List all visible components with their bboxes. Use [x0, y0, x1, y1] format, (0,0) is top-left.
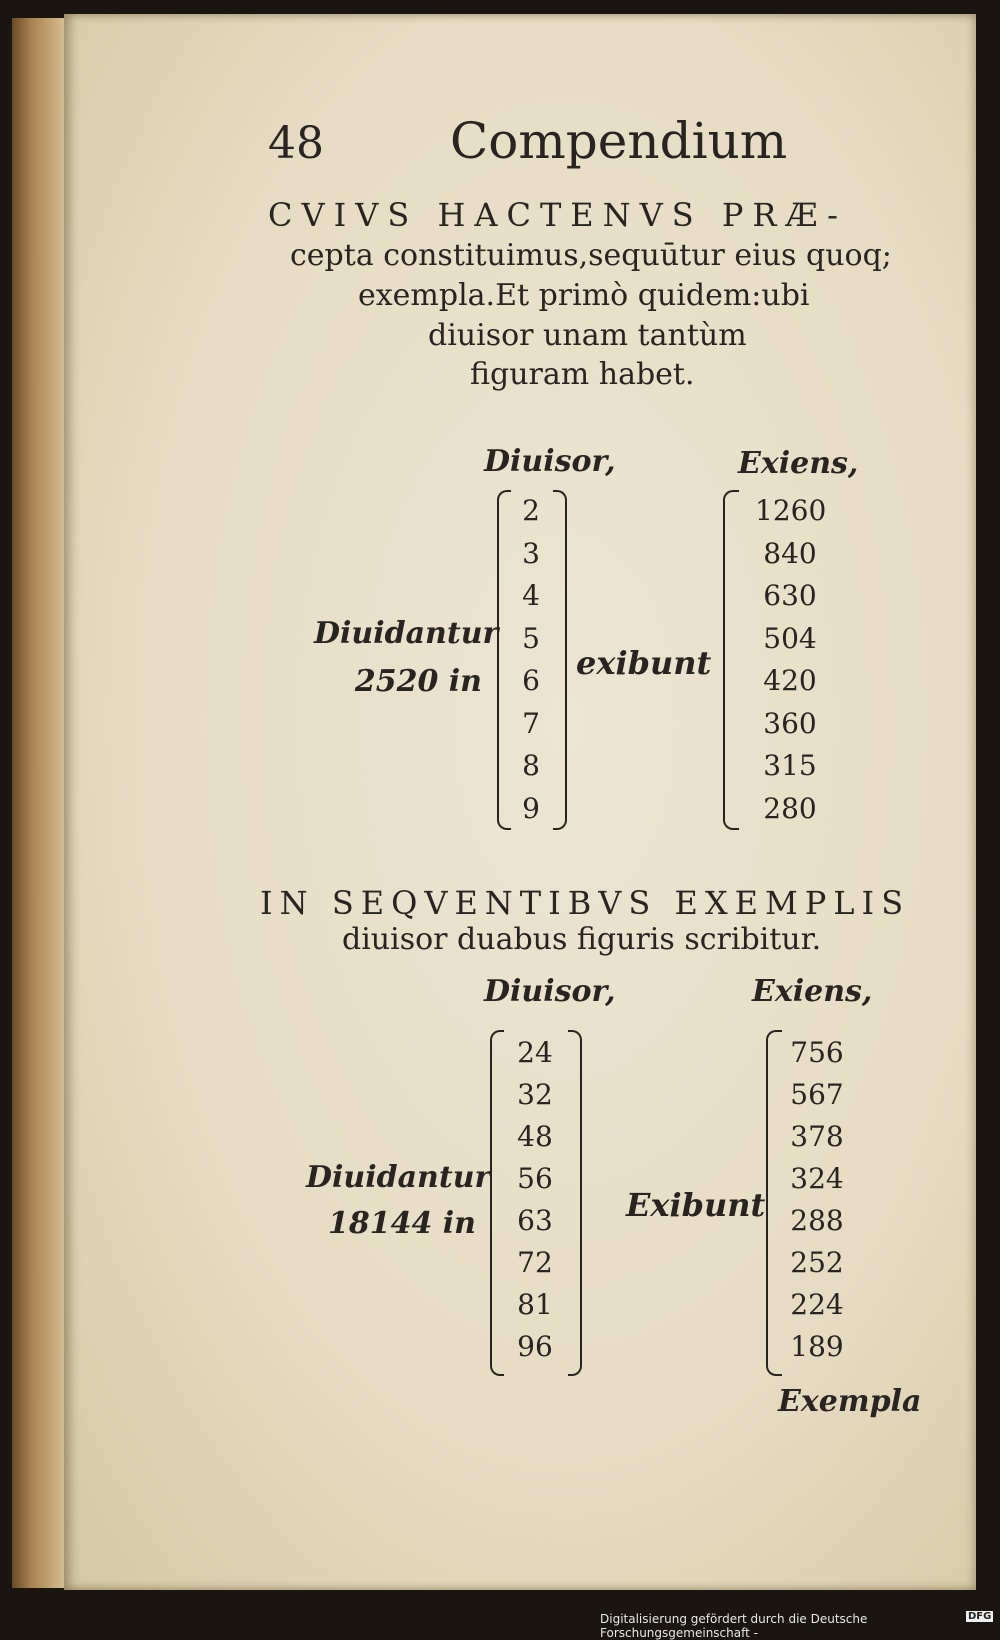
divisor-value: 6 [522, 664, 540, 697]
paragraph-line-4: figuram habet. [470, 357, 695, 392]
quotient-value-2: 567 [790, 1078, 844, 1111]
catchword: Exempla [778, 1384, 922, 1419]
page-number: 48 [268, 118, 324, 169]
dividend-value-2: 18144 in [327, 1206, 476, 1241]
running-head: Compendium [450, 112, 788, 170]
quotient-value-2: 288 [790, 1204, 844, 1237]
divisor-value: 4 [522, 579, 540, 612]
exiens-header-2: Exiens, [752, 974, 873, 1009]
quotient-value: 280 [763, 791, 817, 825]
divisor-value-2: 72 [517, 1246, 553, 1279]
connector-word-2: Exibunt [626, 1186, 766, 1224]
dividend-value: 2520 in [354, 664, 482, 699]
divisor-header-2: Diuisor, [484, 974, 616, 1009]
quotient-value-2: 378 [790, 1120, 844, 1153]
divisor-value-2: 56 [517, 1162, 553, 1195]
quotient-value: 504 [763, 621, 817, 655]
quotient-left-bracket-2 [766, 1030, 782, 1376]
divisor-value-2: 81 [517, 1288, 553, 1321]
quotient-value: 360 [763, 706, 817, 740]
divisor-value-2: 24 [517, 1036, 553, 1069]
paragraph-line-3: diuisor unam tantùm [428, 318, 747, 353]
exiens-header: Exiens, [738, 446, 859, 481]
quotient-value: 840 [763, 536, 817, 570]
divisor-value-2: 63 [517, 1204, 553, 1237]
dfg-logo: DFG [968, 1611, 992, 1622]
quotient-value-2: 189 [790, 1330, 844, 1363]
divisor-value: 5 [522, 621, 540, 655]
digitization-credit: Digitalisierung gefördert durch die Deutsche Forschungsgemeinschaft - [600, 1612, 868, 1640]
quotient-value: 1260 [755, 494, 827, 527]
paragraph-line-5: diuisor duabus figuris scribitur. [342, 922, 822, 957]
quotient-value-2: 252 [790, 1246, 844, 1279]
dividend-label-2: Diuidantur [306, 1160, 491, 1195]
quotient-value: 630 [763, 579, 817, 612]
quotient-value: 420 [763, 664, 817, 697]
divisor-value: 3 [522, 536, 540, 570]
book-page-edges [12, 18, 70, 1588]
quotient-value-2: 756 [790, 1036, 844, 1069]
dividend-label: Diuidantur [314, 616, 499, 651]
divisor-value: 7 [522, 706, 540, 740]
divisor-value: 2 [522, 494, 540, 527]
divisor-value-2: 48 [517, 1120, 553, 1153]
divisor-value-2: 96 [517, 1330, 553, 1363]
paragraph-line-1: cepta constituimus,sequūtur eius quoq; [290, 238, 892, 273]
connector-word: exibunt [576, 644, 712, 682]
divisor-value-2: 32 [517, 1078, 553, 1111]
divisor-header: Diuisor, [484, 444, 616, 479]
divisor-value: 9 [522, 791, 540, 825]
section-heading-2: IN SEQVENTIBVS EXEMPLIS [260, 884, 911, 922]
quotient-value: 315 [763, 749, 817, 782]
quotient-value-2: 224 [790, 1288, 844, 1321]
paragraph-line-2: exempla.Et primò quidem:ubi [358, 278, 810, 313]
quotient-left-bracket [723, 490, 739, 830]
divisor-value: 8 [522, 749, 540, 782]
quotient-value-2: 324 [790, 1162, 844, 1195]
section-heading: CVIVS HACTENVS PRÆ- [268, 196, 847, 234]
divisor-right-bracket-2 [568, 1030, 582, 1376]
